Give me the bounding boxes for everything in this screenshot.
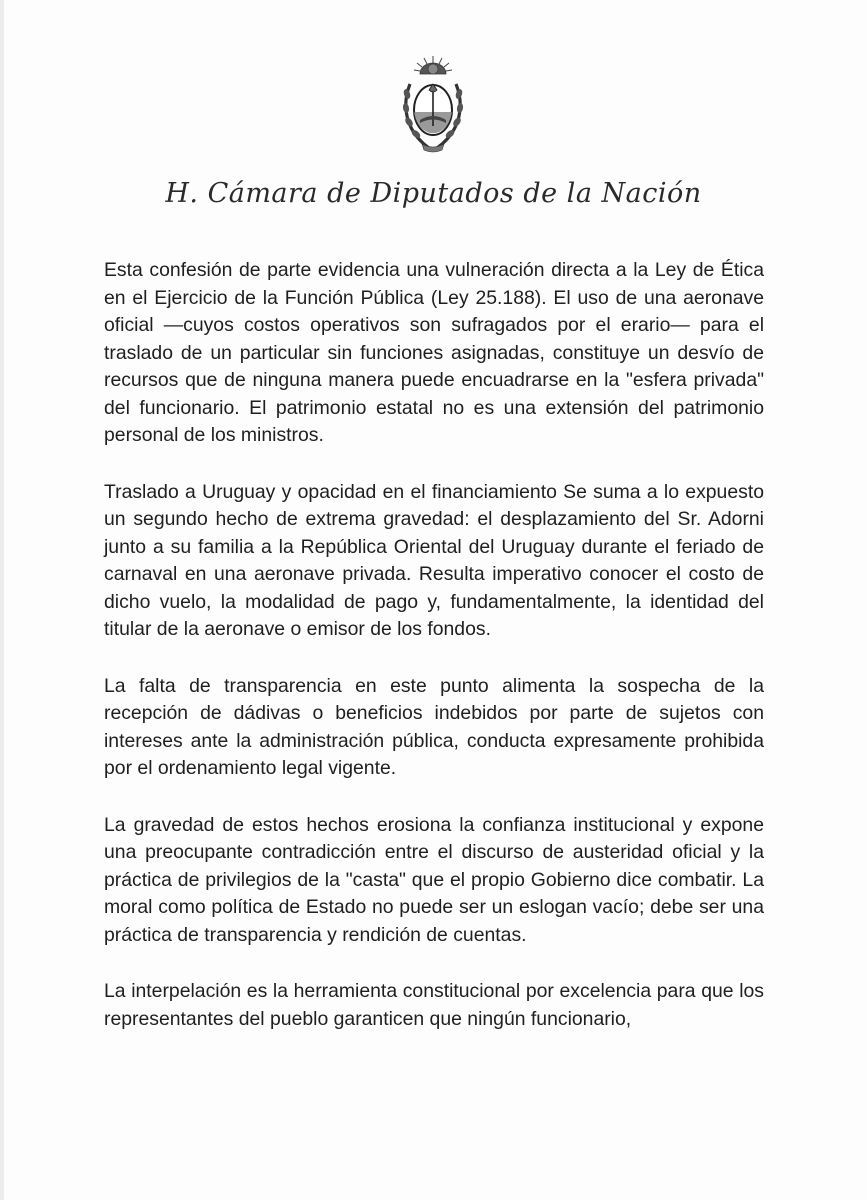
paragraph-uruguay-trip: Traslado a Uruguay y opacidad en el financiamiento Se suma a lo expuesto un segundo hecho de extrema gravedad: el desplazamiento del Sr. Adorni junto a su familia a la República Oriental del Uruguay durante el feriado de carnaval en una aeronave privada. Resulta imperativo conocer el costo de dicho vuelo, la modalidad de pago y, fundamentalmente, la identidad del titular de la aeronave o emisor de los fondos. [104, 480, 764, 640]
paragraph-transparency: La falta de transparencia en este punto alimenta la sospecha de la recepción de dádivas o beneficios indebidos por parte de sujetos con intereses ante la administración pública, conducta expresamente prohibida por el ordenamiento legal vigente. [104, 674, 764, 779]
paragraph-institutional-trust: La gravedad de estos hechos erosiona la confianza institucional y expone una preocupante contradicción entre el discurso de austeridad oficial y la práctica de privilegios de la "casta" que el propio Gobierno dice combatir. La moral como política de Estado no puede ser un eslogan vacío; debe ser una práctica de transparencia y rendición de cuentas. [104, 813, 764, 946]
paragraph-confession: Esta confesión de parte evidencia una vulneración directa a la Ley de Ética en el Ejercicio de la Función Pública (Ley 25.188). El uso de una aeronave oficial —cuyos costos operativos son sufragados por el erario— para el traslado de un particular sin funciones asignadas, constituye un desvío de recursos que de ninguna manera puede encuadrarse en la "esfera privada" del funcionario. El patrimonio estatal no es una extensión del patrimonio personal de los ministros. [104, 259, 764, 446]
paragraph-interpellation: La interpelación es la herramienta constitucional por excelencia para que los representantes del pueblo garanticen que ningún funcionario, [104, 980, 764, 1030]
document-body [104, 257, 764, 1062]
argentina-coat-of-arms-icon [396, 54, 470, 154]
chamber-title: H. Cámara de Diputados de la Nación [165, 178, 702, 209]
